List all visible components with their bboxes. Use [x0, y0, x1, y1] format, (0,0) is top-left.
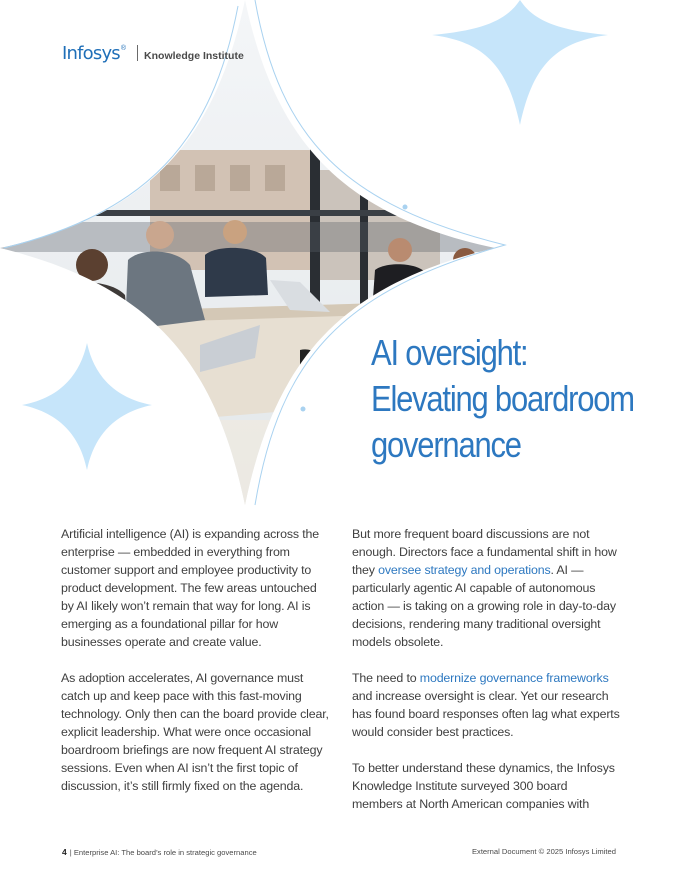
paragraph: To better understand these dynamics, the Infosys Knowledge Institute surveyed 300 board members at North American companies with	[352, 761, 615, 811]
title-line-1: AI oversight:	[371, 332, 528, 373]
footer-copyright: External Document © 2025 Infosys Limited	[471, 847, 616, 856]
text-run: The need to	[352, 671, 420, 685]
decorative-star-left	[22, 343, 152, 470]
page-title	[371, 330, 651, 468]
infosys-logo	[62, 43, 244, 64]
page-number: 4	[62, 847, 67, 857]
paragraph	[352, 669, 620, 741]
modernize-governance-link[interactable]: modernize governance frameworks	[419, 671, 609, 685]
logo-brand: Infosys	[62, 43, 120, 64]
title-line-2: Elevating boardroom	[371, 378, 634, 419]
decorative-star-top-right	[432, 0, 608, 125]
logo-subbrand: Knowledge Institute	[144, 50, 244, 62]
body-column-left	[61, 525, 329, 813]
paragraph: Artificial intelligence (AI) is expanding across the enterprise — embedded in everything from customer support and employee productivity to product development. The few areas untouched by AI likely won’t remain that way for long. AI is emerging as a foundational pillar for how businesses operate and create value.	[61, 527, 320, 649]
paragraph	[352, 525, 620, 651]
footer-left	[62, 847, 257, 857]
oversee-strategy-link[interactable]: oversee strategy and operations	[378, 563, 551, 577]
body-column-right	[352, 525, 620, 831]
logo-registered-mark: ®	[120, 45, 127, 52]
logo-divider	[137, 45, 138, 61]
paragraph: As adoption accelerates, AI governance must catch up and keep pace with this fast-moving technology. Only then can the board provide clear, explicit leadership. What were once occasional boardroom briefings are now frequent AI strategy sessions. Even when AI isn’t the first topic of discussion, it’s still firmly fixed on the agenda.	[61, 671, 329, 793]
text-run: But more frequent board discussions are not enough. Directors face a fundamental shift in how they	[352, 527, 617, 577]
text-run: and increase oversight is clear. Yet our research has found board responses often lag what experts would consider best practices.	[352, 689, 620, 739]
footer-doc-title: | Enterprise AI: The board’s role in strategic governance	[69, 848, 257, 857]
text-run: . AI — particularly agentic AI capable of autonomous action — is taking on a growing role in day-to-day decisions, rendering many traditional oversight models obsolete.	[352, 563, 616, 649]
title-line-3: governance	[371, 424, 521, 465]
